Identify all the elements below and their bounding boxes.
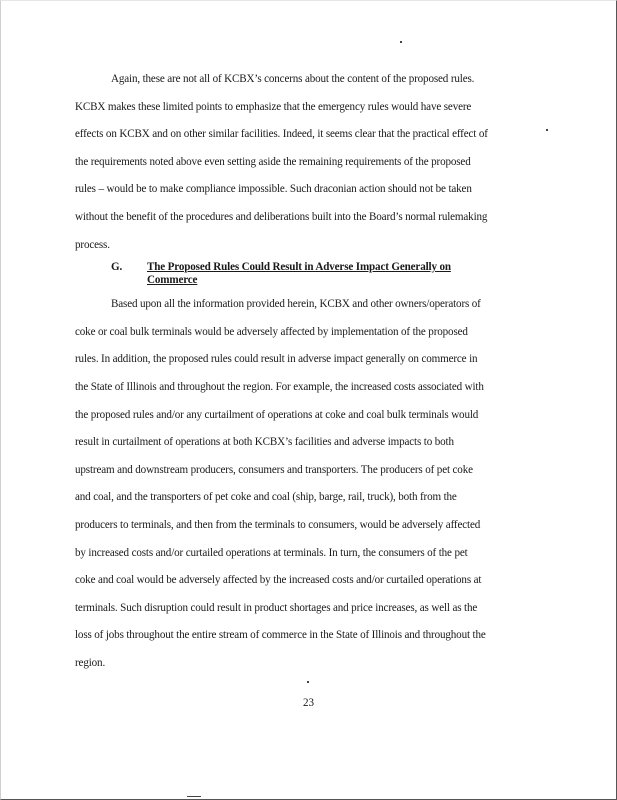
text-line: the proposed rules and/or any curtailment of operations at coke and coal bulk terminals would <box>75 408 479 421</box>
section-title: The Proposed Rules Could Result in Adverse Impact Generally on Commerce <box>147 261 451 287</box>
text-line: by increased costs and/or curtailed operations at terminals. In turn, the consumers of the pet <box>75 546 468 559</box>
paragraph-concerns <box>75 66 545 259</box>
scan-speck <box>546 129 548 131</box>
text-line: KCBX makes these limited points to emphasize that the emergency rules would have severe <box>75 100 472 113</box>
scan-speck <box>400 41 402 43</box>
text-line: coke and coal would be adversely affected by the increased costs and/or curtailed operations at <box>75 574 482 587</box>
text-line: the State of Illinois and throughout the region. For example, the increased costs associated with <box>75 380 484 393</box>
text-line: the requirements noted above even setting aside the remaining requirements of the proposed <box>75 155 471 168</box>
paragraph-commerce <box>75 291 545 677</box>
text-line: producers to terminals, and then from the terminals to consumers, would be adversely affected <box>75 518 481 531</box>
text-line: region. <box>75 656 106 669</box>
text-line: terminals. Such disruption could result in product shortages and price increases, as well as the <box>75 601 478 614</box>
body-text <box>75 66 545 677</box>
text-line: Again, these are not all of KCBX’s concerns about the content of the proposed rules. <box>111 73 475 85</box>
text-line: loss of jobs throughout the entire stream of commerce in the State of Illinois and throughout the <box>75 629 486 642</box>
section-letter: G. <box>111 261 123 274</box>
text-line: coke or coal bulk terminals would be adversely affected by implementation of the proposed <box>75 325 468 338</box>
text-line: process. <box>75 238 110 251</box>
section-heading <box>75 261 545 287</box>
text-line: and coal, and the transporters of pet coke and coal (ship, barge, rail, truck), both from the <box>75 491 457 504</box>
text-line: rules. In addition, the proposed rules could result in adverse impact generally on commerce in <box>75 353 478 366</box>
text-line: upstream and downstream producers, consumers and transporters. The producers of pet coke <box>75 463 473 476</box>
scan-speck <box>307 681 309 683</box>
text-line: without the benefit of the procedures and deliberations built into the Board’s normal rulemaking <box>75 210 488 223</box>
scan-speck <box>187 796 201 797</box>
page-number: 23 <box>302 697 315 709</box>
text-line: effects on KCBX and on other similar facilities. Indeed, it seems clear that the practical effect of <box>75 128 488 141</box>
text-line: result in curtailment of operations at both KCBX’s facilities and adverse impacts to both <box>75 436 454 449</box>
text-line: Based upon all the information provided herein, KCBX and other owners/operators of <box>111 298 481 311</box>
text-line: rules – would be to make compliance impossible. Such draconian action should not be taken <box>75 183 472 196</box>
